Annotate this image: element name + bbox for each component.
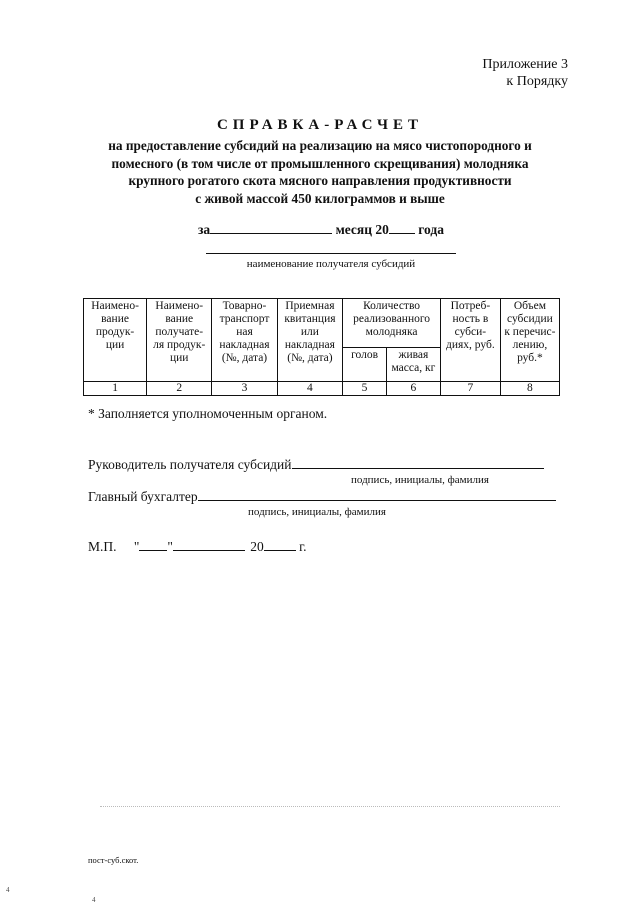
header-quantity: Количество реализованного молодняка: [343, 299, 441, 348]
calculation-table: [83, 298, 560, 396]
date-suffix: г.: [299, 539, 307, 554]
recipient-name-line[interactable]: [206, 253, 456, 254]
header-waybill: Товарно- транспорт ная накладная (№, дата): [212, 299, 277, 382]
year-blank[interactable]: [389, 221, 415, 234]
column-number: 1: [84, 382, 147, 396]
quote-close: ": [167, 539, 173, 554]
column-number: 2: [147, 382, 212, 396]
appendix-header: [482, 56, 568, 90]
column-number: 5: [343, 382, 387, 396]
appendix-number: Приложение 3: [482, 57, 568, 72]
stamp-date-row: [88, 538, 307, 555]
header-need: Потреб- ность в субси- диях, руб.: [440, 299, 500, 382]
document-title: СПРАВКА-РАСЧЕТ: [216, 117, 424, 133]
page-mark: 4: [92, 896, 96, 904]
footnote: * Заполняется уполномоченным органом.: [88, 406, 328, 421]
column-number: 8: [500, 382, 559, 396]
column-number: 6: [386, 382, 440, 396]
subtitle-line: помесного (в том числе от промышленного скрещивания) молодняка: [111, 155, 529, 171]
header-product: Наимено- вание продук- ции: [84, 299, 147, 382]
date-year-prefix: 20: [250, 539, 264, 554]
accountant-signature-row: [88, 488, 556, 505]
head-signature-line[interactable]: [292, 456, 544, 469]
accountant-signature-caption: подпись, инициалы, фамилия: [248, 506, 386, 518]
accountant-signature-line[interactable]: [198, 488, 556, 501]
period-prefix: за: [198, 222, 211, 237]
document-subtitle: [60, 137, 580, 207]
accountant-signature-label: Главный бухгалтер: [88, 489, 198, 504]
subtitle-line: крупного рогатого скота мясного направления продуктивности: [128, 173, 512, 188]
file-label: пост-суб.скот.: [88, 855, 139, 865]
header-heads: голов: [343, 348, 387, 382]
day-blank[interactable]: [139, 538, 167, 551]
column-number: 7: [440, 382, 500, 396]
header-live-weight: живая масса, кг: [386, 348, 440, 382]
recipient-caption: наименование получателя субсидий: [246, 258, 416, 270]
year-blank[interactable]: [264, 538, 296, 551]
period-year-prefix: 20: [375, 222, 389, 237]
header-recipient: Наимено- вание получате- ля продук- ции: [147, 299, 212, 382]
page-mark: 4: [6, 886, 10, 894]
month-blank[interactable]: [173, 538, 245, 551]
period-suffix: года: [418, 222, 444, 237]
stamp-label: М.П.: [88, 539, 117, 554]
head-signature-label: Руководитель получателя субсидий: [88, 457, 292, 472]
period-month-label: месяц: [335, 222, 372, 237]
reporting-period: [198, 221, 444, 238]
head-signature-caption: подпись, инициалы, фамилия: [351, 474, 489, 486]
quote-open: ": [133, 539, 140, 554]
appendix-reference: к Порядку: [506, 74, 568, 89]
column-number: 4: [277, 382, 343, 396]
column-numbers-row: [84, 382, 560, 396]
header-volume: Объем субсидии к перечис- лению, руб.*: [500, 299, 559, 382]
subtitle-line: на предоставление субсидий на реализацию на мясо чистопородного и: [108, 138, 532, 153]
scan-artifact-line: [100, 806, 560, 807]
header-receipt: Приемная квитанция или накладная (№, дата): [277, 299, 343, 382]
head-signature-row: [88, 456, 544, 473]
month-blank[interactable]: [210, 221, 332, 234]
subtitle-line: с живой массой 450 килограммов и выше: [195, 190, 445, 206]
column-number: 3: [212, 382, 277, 396]
